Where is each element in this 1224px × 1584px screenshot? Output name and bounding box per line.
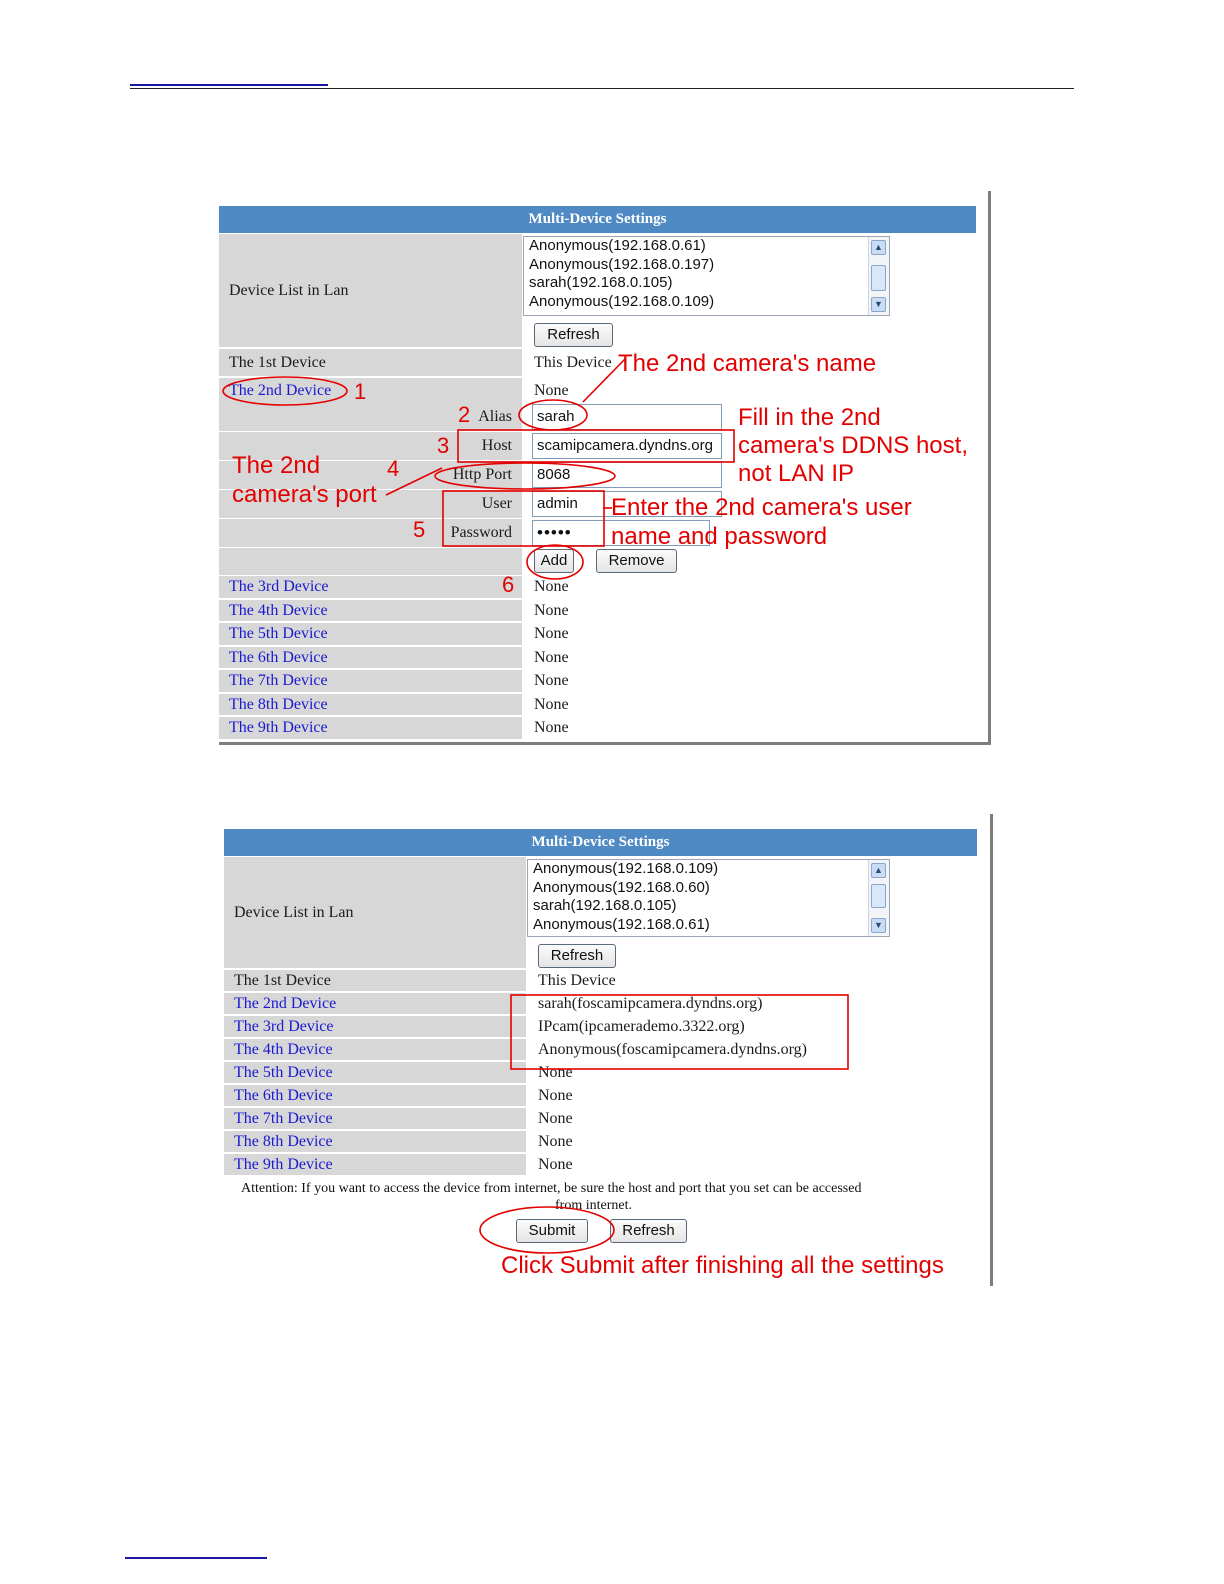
annotation-step-5: 5 bbox=[413, 517, 426, 542]
second-device-circle bbox=[223, 377, 347, 405]
first-device-value: This Device bbox=[522, 349, 822, 376]
annotation-credentials-1: Enter the 2nd camera's user bbox=[611, 494, 912, 521]
user-input[interactable]: admin bbox=[532, 491, 722, 517]
add-button[interactable]: Add bbox=[534, 549, 574, 573]
device-row-label[interactable]: The 3rd Device bbox=[224, 1016, 526, 1037]
device-row-label[interactable]: The 8th Device bbox=[219, 694, 522, 716]
submit-button[interactable]: Submit bbox=[516, 1219, 588, 1243]
device-row-label: The 1st Device bbox=[224, 970, 526, 991]
refresh-button-2[interactable]: Refresh bbox=[538, 944, 616, 968]
camera-name-pointer bbox=[583, 358, 626, 402]
device-row-label[interactable]: The 9th Device bbox=[224, 1154, 526, 1175]
port-pointer bbox=[386, 468, 442, 495]
device-row-label[interactable]: The 9th Device bbox=[219, 717, 522, 739]
device-list-item[interactable]: sarah(192.168.0.105) bbox=[529, 274, 673, 291]
device-row-value: None bbox=[522, 623, 922, 645]
annotation-camera-name: The 2nd camera's name bbox=[618, 350, 877, 377]
annotation-ddns-1: Fill in the 2nd bbox=[738, 404, 881, 431]
device-row-value: Anonymous(foscamipcamera.dyndns.org) bbox=[526, 1039, 946, 1060]
submit-circle bbox=[480, 1207, 614, 1253]
panel-1-title: Multi-Device Settings bbox=[219, 206, 976, 233]
remove-button[interactable]: Remove bbox=[596, 549, 677, 573]
device-row-label[interactable]: The 5th Device bbox=[224, 1062, 526, 1083]
device-list-item[interactable]: sarah(192.168.0.105) bbox=[533, 897, 677, 914]
annotation-ddns-2: camera's DDNS host, bbox=[738, 432, 968, 459]
device-row-value: None bbox=[522, 717, 922, 739]
device-row-value: sarah(foscamipcamera.dyndns.org) bbox=[526, 993, 946, 1014]
http-port-label: Http Port bbox=[219, 461, 522, 489]
annotation-step-3: 3 bbox=[437, 433, 450, 458]
annotation-ddns-3: not LAN IP bbox=[738, 460, 855, 487]
device-list-label-2: Device List in Lan bbox=[224, 857, 526, 968]
add-circle bbox=[527, 545, 583, 579]
device-row-value: None bbox=[526, 1108, 946, 1129]
device-row-value: None bbox=[522, 576, 922, 598]
host-label: Host bbox=[219, 432, 522, 460]
device-row-value: None bbox=[522, 647, 922, 669]
device-list-item[interactable]: Anonymous(192.168.0.109) bbox=[529, 292, 715, 310]
annotation-step-4: 4 bbox=[387, 456, 400, 481]
scroll-up-icon[interactable]: ▲ bbox=[871, 863, 886, 878]
device-row-label[interactable]: The 7th Device bbox=[219, 670, 522, 692]
first-device-label: The 1st Device bbox=[219, 349, 522, 376]
annotation-step-6: 6 bbox=[502, 572, 515, 597]
device-row-label[interactable]: The 8th Device bbox=[224, 1131, 526, 1152]
device-list-item[interactable]: Anonymous(192.168.0.197) bbox=[529, 255, 715, 273]
device-row-label[interactable]: The 6th Device bbox=[219, 647, 522, 669]
annotation-step-2: 2 bbox=[458, 402, 471, 427]
host-input[interactable]: scamipcamera.dyndns.org bbox=[532, 433, 722, 459]
host-box bbox=[458, 430, 734, 462]
device-row-value: None bbox=[526, 1085, 946, 1106]
annotation-port-2: camera's port bbox=[232, 481, 377, 508]
device-row-value: None bbox=[522, 670, 922, 692]
password-input[interactable]: ••••• bbox=[532, 520, 710, 546]
device-row-label[interactable]: The 7th Device bbox=[224, 1108, 526, 1129]
device-row-value: None bbox=[526, 1154, 946, 1175]
second-device-link[interactable]: The 2nd Device bbox=[219, 378, 522, 403]
annotation-step-1: 1 bbox=[354, 379, 367, 404]
scroll-up-icon[interactable]: ▲ bbox=[871, 240, 886, 255]
device-list-item[interactable]: Anonymous(192.168.0.61) bbox=[533, 915, 710, 933]
port-circle bbox=[435, 463, 615, 489]
device-row-label[interactable]: The 2nd Device bbox=[224, 993, 526, 1014]
credentials-box bbox=[443, 491, 604, 546]
device-list-item[interactable]: Anonymous(192.168.0.60) bbox=[533, 878, 710, 896]
device-row-label[interactable]: The 6th Device bbox=[224, 1085, 526, 1106]
device-row-label[interactable]: The 3rd Device bbox=[219, 576, 522, 598]
device-row-label[interactable]: The 5th Device bbox=[219, 623, 522, 645]
device-list-item[interactable]: Anonymous(192.168.0.61) bbox=[529, 237, 706, 254]
device-row-value: None bbox=[526, 1062, 946, 1083]
device-row-value: None bbox=[522, 600, 922, 622]
alias-circle bbox=[519, 400, 587, 430]
scroll-down-icon[interactable]: ▼ bbox=[871, 297, 886, 312]
scroll-down-icon[interactable]: ▼ bbox=[871, 918, 886, 933]
attention-text-1: Attention: If you want to access the device from internet, be sure the host and port that you set can be accessed bbox=[241, 1181, 862, 1196]
device-list-item[interactable]: Anonymous(192.168.0.109) bbox=[533, 860, 719, 877]
http-port-input[interactable]: 8068 bbox=[532, 462, 722, 488]
annotation-credentials-2: name and password bbox=[611, 523, 828, 550]
devices-result-box bbox=[511, 995, 848, 1069]
device-row-value: IPcam(ipcamerademo.3322.org) bbox=[526, 1016, 946, 1037]
refresh-button[interactable]: Refresh bbox=[534, 323, 613, 347]
device-row-label[interactable]: The 4th Device bbox=[219, 600, 522, 622]
second-device-value: None bbox=[522, 378, 822, 403]
annotation-port-1: The 2nd bbox=[232, 452, 321, 479]
alias-input[interactable]: sarah bbox=[532, 404, 722, 430]
panel-2-title: Multi-Device Settings bbox=[224, 829, 977, 856]
device-row-value: None bbox=[526, 1131, 946, 1152]
attention-text-2: from internet. bbox=[555, 1198, 632, 1213]
annotation-submit-hint: Click Submit after finishing all the settings bbox=[501, 1252, 944, 1279]
alias-label: Alias bbox=[219, 403, 522, 431]
refresh-button-3[interactable]: Refresh bbox=[610, 1219, 687, 1243]
user-label: User bbox=[219, 490, 522, 518]
device-row-value: None bbox=[522, 694, 922, 716]
device-row-value: This Device bbox=[526, 970, 946, 991]
password-label: Password bbox=[219, 519, 522, 547]
device-row-label[interactable]: The 4th Device bbox=[224, 1039, 526, 1060]
device-list-label: Device List in Lan bbox=[219, 234, 522, 347]
